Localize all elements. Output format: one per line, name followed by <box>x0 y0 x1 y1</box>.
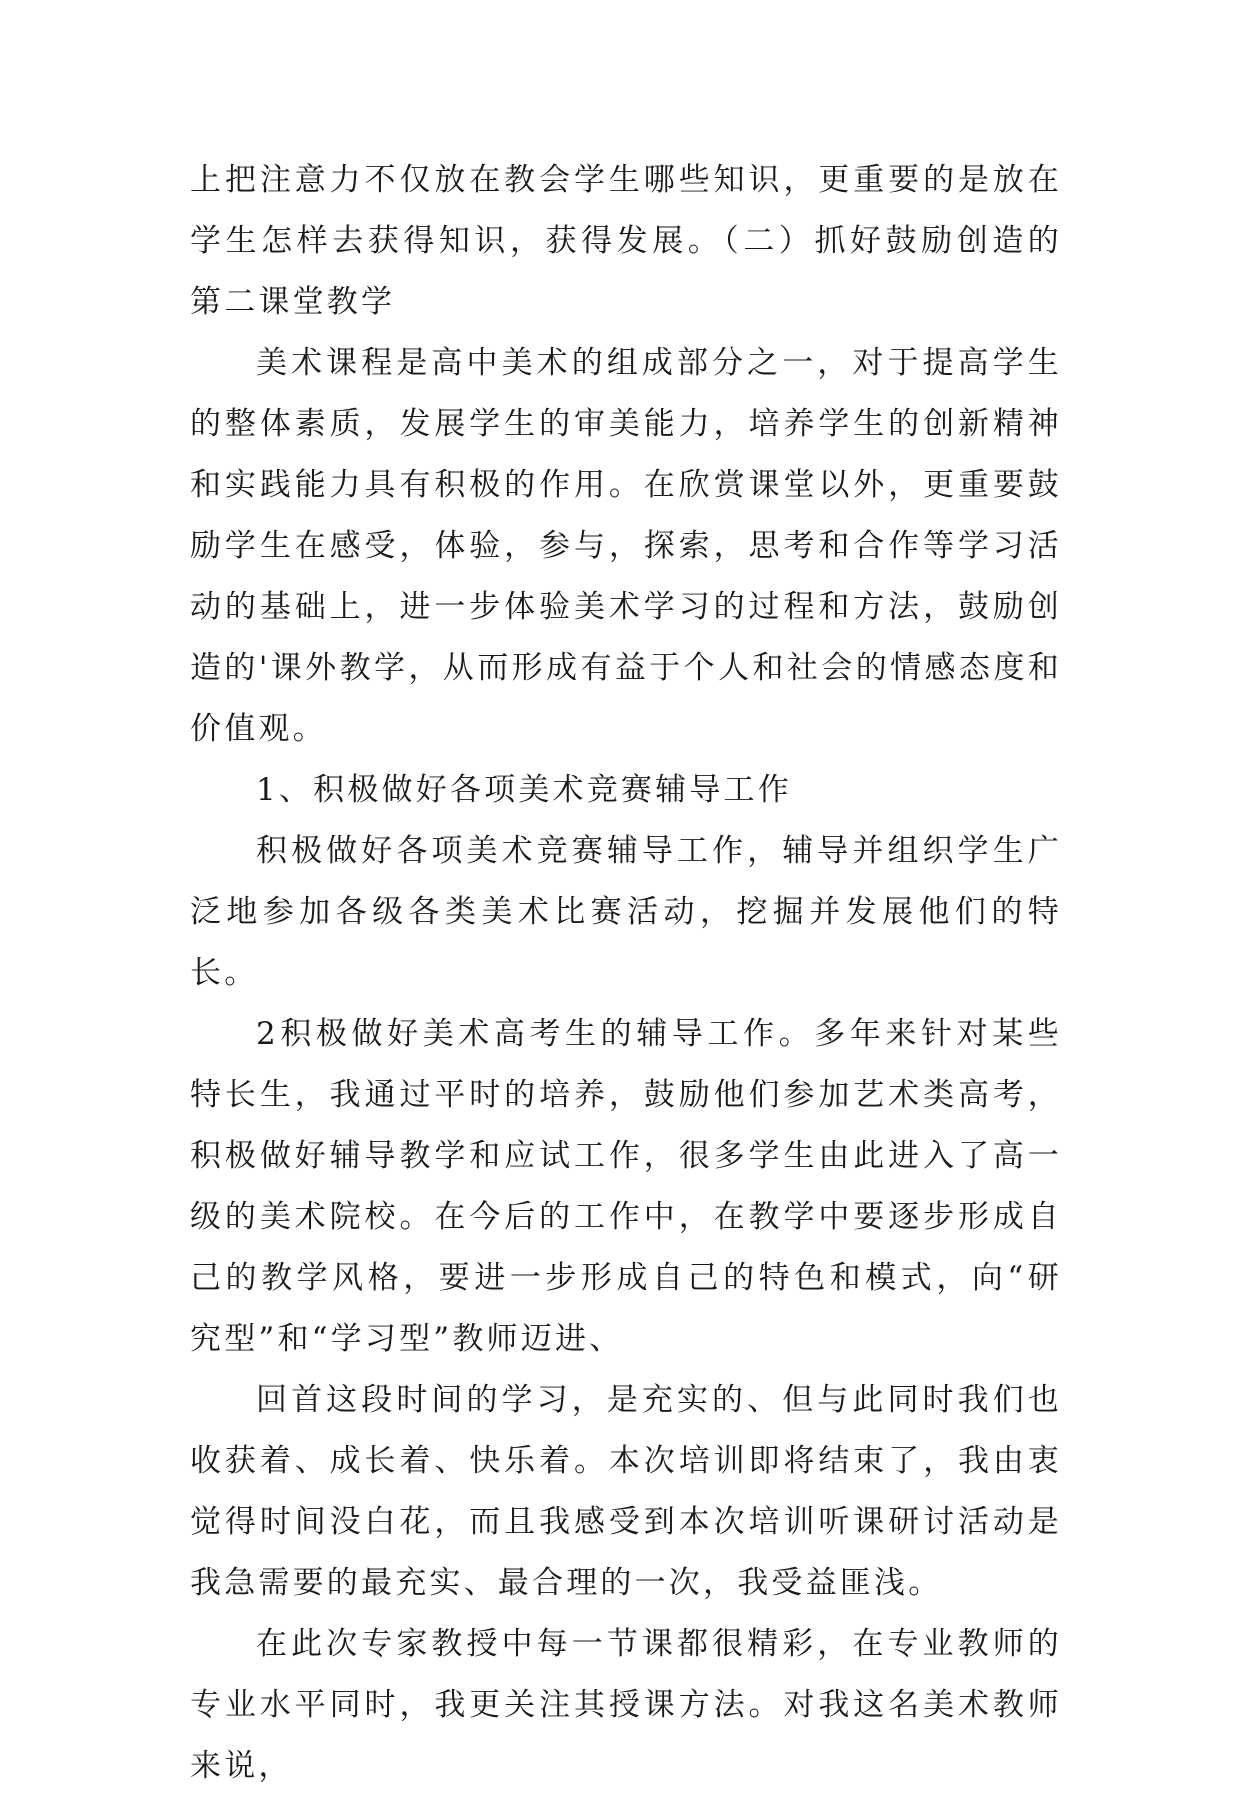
document-body <box>190 150 1062 1797</box>
paragraph-2: 美术课程是高中美术的组成部分之一，对于提高学生的整体素质，发展学生的审美能力，培养学生的创新精神和实践能力具有积极的作用。在欣赏课堂以外，更重要鼓励学生在感受，体验，参与，探索，思考和合作等学习活动的基础上，进一步体验美术学习的过程和方法，鼓励创造的'课外教学，从而形成有益于个人和社会的情感态度和价值观。 <box>190 345 1062 747</box>
paragraph-3-heading: 1、积极做好各项美术竞赛辅导工作 <box>256 772 792 808</box>
paragraph-1: 上把注意力不仅放在教会学生哪些知识，更重要的是放在学生怎样去获得知识，获得发展。（二）抓好鼓励创造的第二课堂教学 <box>190 162 1062 320</box>
paragraph-5: 2积极做好美术高考生的辅导工作。多年来针对某些特长生，我通过平时的培养，鼓励他们参加艺术类高考，积极做好辅导教学和应试工作，很多学生由此进入了高一级的美术院校。在今后的工作中，在教学中要逐步形成自己的教学风格，要进一步形成自己的特色和模式，向“研究型”和“学习型”教师迈进、 <box>190 1016 1062 1357</box>
paragraph-4: 积极做好各项美术竞赛辅导工作，辅导并组织学生广泛地参加各级各类美术比赛活动，挖掘并发展他们的特长。 <box>190 833 1062 991</box>
paragraph-6: 回首这段时间的学习，是充实的、但与此同时我们也收获着、成长着、快乐着。本次培训即将结束了，我由衷觉得时间没白花，而且我感受到本次培训听课研讨活动是我急需要的最充实、最合理的一次，我受益匪浅。 <box>190 1382 1062 1601</box>
paragraph-7: 在此次专家教授中每一节课都很精彩，在专业教师的专业水平同时，我更关注其授课方法。对我这名美术教师来说， <box>190 1626 1062 1784</box>
